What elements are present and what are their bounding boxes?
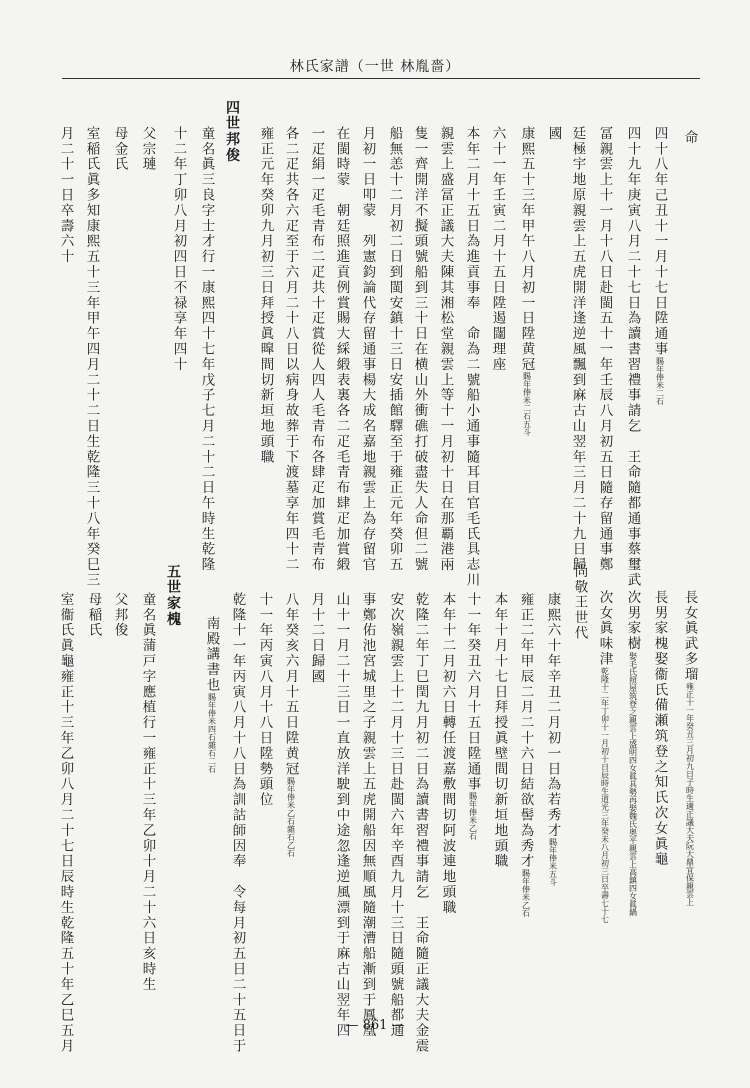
column-text: 山十一月二十三日一直放洋駛到中途忽逢逆風漂到于麻古山翌年四: [333, 592, 350, 1039]
column-text: 尚敬王世代: [571, 564, 588, 641]
interlinear-annotation: 生適正議大夫阮大鼎宜保親雲上: [685, 794, 695, 907]
column-text: 事鄭佑池宮城里之子親雲上五虎開船因無順風隨潮漕船漸到于鳳凰: [359, 592, 376, 1039]
text-column: [84, 126, 98, 588]
text-column: [652, 590, 666, 867]
text-column: [519, 126, 533, 436]
text-column: [438, 126, 452, 573]
text-column: [465, 592, 479, 840]
text-column: [230, 592, 244, 1054]
column-text: 康熙六十年辛丑二月初一日為若秀才: [544, 592, 561, 839]
interlinear-annotation: 米乙石: [468, 816, 478, 841]
text-column: [625, 126, 639, 588]
column-text: 父宗璉: [139, 126, 156, 173]
column-text: 在閩時蒙 朝廷照進貢例賞賜大綵緞表裏各二疋毛青布肆疋加賞緞: [333, 126, 350, 573]
text-column: [682, 130, 696, 145]
text-column: [545, 592, 559, 886]
text-column: [171, 126, 185, 372]
interlinear-annotation: 賜年俸: [468, 792, 478, 817]
column-text: 母金氏: [111, 126, 128, 173]
text-column: [518, 592, 532, 917]
column-text: 親雲上盛冨正議大夫陳其湘松堂親雲上等十一月初十日在那覇港兩: [437, 126, 454, 573]
text-column: [360, 592, 374, 1039]
column-text: 十一年丙寅八月十八日陞勢頭位: [256, 592, 273, 808]
column-text: 本年二月十五日為進貢事奉 命為二號船小通事隨耳目官毛氏具志川: [463, 126, 480, 588]
text-column: [204, 616, 218, 773]
text-column: [440, 592, 454, 915]
text-column: [112, 126, 126, 172]
text-column: [112, 592, 126, 638]
text-column: [140, 126, 154, 172]
text-column: [412, 126, 426, 573]
column-text: 母稲氏: [85, 592, 102, 639]
column-text: 四十八年己丑十一月十七日陞通事: [651, 126, 668, 357]
column-text: 冨親雲上十一月十八日赴閩五十一年壬辰八月初五日隨存留通事鄭: [596, 126, 613, 573]
text-column: [283, 592, 297, 857]
interlinear-annotation: 賜年俸米: [522, 372, 532, 405]
interlinear-annotation: 米二石: [655, 381, 665, 405]
interlinear-annotation: 賜年俸: [548, 838, 558, 863]
interlinear-annotation: 乾隆十二年丁卯十一月初十日辰時生: [600, 667, 610, 795]
column-text: 十二年丁卯八月初四日不禄享年四十: [170, 126, 187, 373]
column-text: 船無恙十二月初二日到閩安鎮十三日安插館驛至于雍正元年癸卯五: [386, 126, 403, 573]
column-text: 八年癸亥六月十五日陞黄冠: [282, 592, 299, 777]
interlinear-annotation: 二石五斗: [522, 404, 532, 437]
column-text: 乾隆十一年丙寅八月十八日為訓詁師因奉 令每月初五日二十五日于: [229, 592, 246, 1054]
text-column: [309, 126, 323, 573]
text-column: [388, 592, 402, 1039]
column-text: 一疋絹一疋毛青布二疋共十疋賞從人四人毛青布各肆疋加賞毛青布: [308, 126, 325, 573]
text-column: [58, 592, 72, 1054]
column-text: 父邦俊: [111, 592, 128, 639]
text-column: [597, 590, 611, 923]
text-column: [625, 590, 639, 916]
text-column: [334, 126, 348, 573]
text-column: [652, 126, 666, 405]
text-column: [464, 126, 478, 588]
text-column: [140, 592, 154, 992]
text-column: [387, 126, 401, 573]
interlinear-annotation: 賜年俸: [521, 869, 531, 894]
column-text: 康熙五十三年甲午八月初一日陞黄冠: [518, 126, 535, 373]
column-text: 室衞氏眞龜雍正十三年乙卯八月二十七日辰時生乾隆五十年乙巳五月: [57, 592, 74, 1054]
interlinear-annotation: 道光三年癸未八月初三日卒壽七十七: [600, 795, 610, 923]
text-column: [199, 126, 213, 573]
interlinear-annotation: 賜年俸米四: [207, 693, 217, 733]
column-text: 各二疋共各六疋至于六月二十八日以病身故葬于下渡墓享年四十二: [282, 126, 299, 573]
column-text: 室稲氏眞多知康熙五十三年甲午四月二十二日生乾隆三十八年癸巳三: [83, 126, 100, 588]
generation-heading: [166, 564, 180, 628]
column-text: 廷極宇地原親雲上五虎開洋逢逆風飄到麻古山翌年三月二十九日歸: [569, 126, 586, 573]
column-text: 國: [545, 126, 562, 142]
column-text: 童名眞蒲戸字應植行一雍正十三年乙卯十月二十六日亥時生: [139, 592, 156, 993]
generation-heading: [225, 100, 239, 164]
text-column: [283, 126, 297, 573]
column-text: 月初一日叩蒙 列憲鈞論代存留通事楊大成名嘉地親雲上為存留官: [359, 126, 376, 573]
interlinear-annotation: 賜年俸: [655, 357, 665, 381]
column-text: 月十二日歸國: [308, 592, 325, 685]
text-column: [570, 126, 584, 573]
page-header-title: 林氏家譜（一世 林胤嗇）: [289, 59, 461, 75]
column-text: 安次嶺親雲上十二月十三日赴閩六年辛酉九月十三日隨頭號船都通: [387, 592, 404, 1039]
text-column: [334, 592, 348, 1039]
column-text: 童名眞三良字士才行一康熙四十七年戊子七月二十二日午時生乾隆: [198, 126, 215, 573]
interlinear-annotation: 賜年俸米乙: [286, 776, 296, 817]
column-text: 隻一齊開洋不擬頭號船到三十日在横山外衝礁打破盡失人命但二號: [411, 126, 428, 573]
text-column: [86, 592, 100, 638]
interlinear-annotation: 米乙石: [521, 893, 531, 918]
column-text: 雍正元年癸卯九月初三日拜授眞曍間切新垣地頭職: [257, 126, 274, 465]
interlinear-annotation: 石雜石二石: [207, 733, 217, 773]
column-text: 乾隆二年丁巳閏九月初二日為讀書習禮事請乞 王命隨正議大夫金震: [412, 592, 429, 1054]
text-column: [360, 126, 374, 573]
column-text: 四世邦俊: [224, 100, 240, 164]
column-text: 本年十月十七日拜授眞壁間切新垣地頭職: [491, 592, 508, 870]
interlinear-annotation: 勢再娶魏氏奥平親雲上高鎮四女眞鍋: [628, 787, 638, 916]
interlinear-annotation: 娶毛氏照屋筑登之親雲上盛明四女眞具: [628, 651, 638, 788]
text-column: [258, 126, 272, 465]
column-text: 五世家槐: [165, 564, 181, 628]
interlinear-annotation: 米五斗: [548, 862, 558, 887]
column-text: 命: [681, 130, 698, 146]
column-text: 長女眞武多瑠: [681, 590, 698, 683]
text-column: [490, 126, 504, 372]
column-text: 雍正二年甲辰二月二十六日結欲髻為秀才: [517, 592, 534, 870]
text-column: [257, 592, 271, 808]
interlinear-annotation: 雍正十一年癸丑三月初九日子時: [685, 682, 695, 795]
text-column: [413, 592, 427, 1054]
text-column: [597, 126, 611, 573]
column-text: 四十九年庚寅八月二十七日為讀書習禮事請乞 王命隨都通事蔡璽武: [624, 126, 641, 588]
column-text: 十一年癸丑六月十五日陞通事: [464, 592, 481, 793]
text-column: [492, 592, 506, 869]
page-number: — 861 —: [345, 1018, 405, 1033]
text-column: [572, 564, 586, 641]
column-text: 月二十一日卒壽六十: [57, 126, 74, 265]
column-text: 南殿講書也: [203, 616, 220, 693]
column-text: 本年十二月初六日轉任渡嘉敷間切阿波連地頭職: [439, 592, 456, 916]
text-column: [309, 592, 323, 684]
column-text: 六十一年壬寅二月十五日陞遏闥理座: [489, 126, 506, 373]
text-column: [546, 126, 560, 141]
column-text: 長男家槐娶衞氏備瀬筑登之知氏次女眞龜: [651, 590, 668, 868]
header-rule: [62, 78, 700, 79]
text-column: [58, 126, 72, 265]
column-text: 次男家樹: [624, 590, 641, 652]
interlinear-annotation: 石雜石乙石: [286, 816, 296, 857]
column-text: 次女眞味津: [596, 590, 613, 667]
text-column: [682, 590, 696, 906]
